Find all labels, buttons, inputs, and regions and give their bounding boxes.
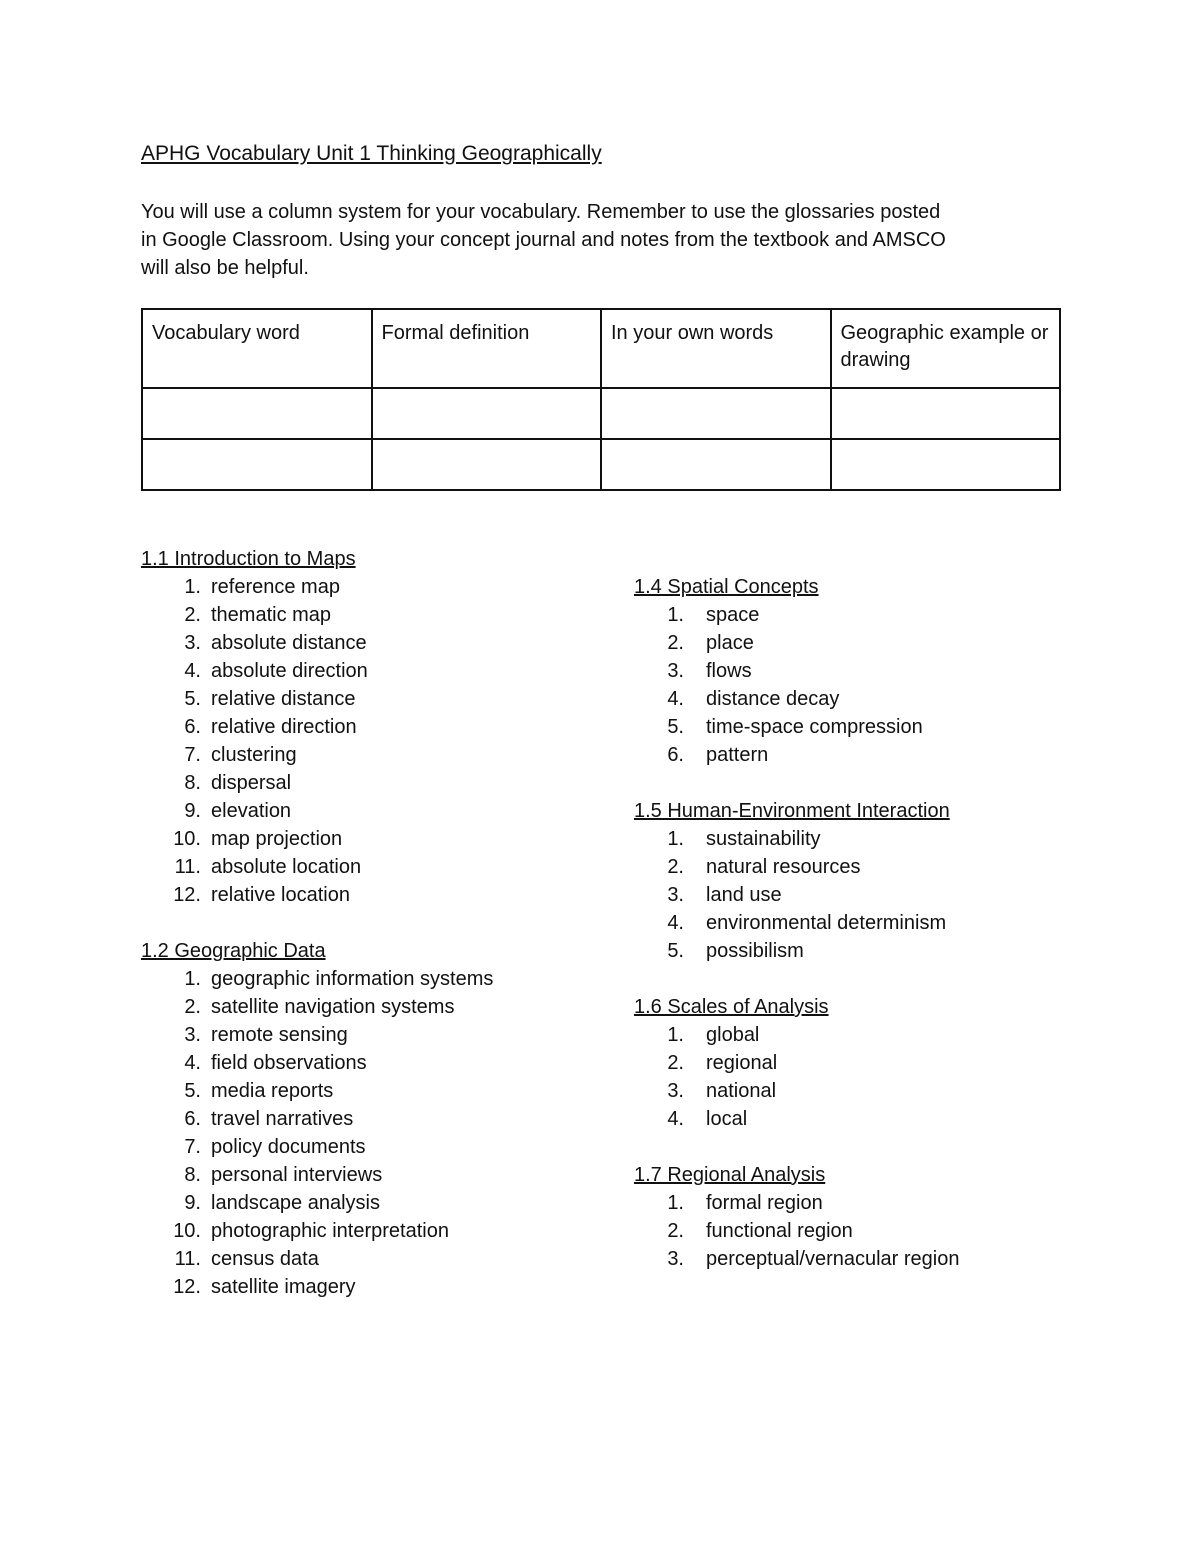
table-cell: [142, 439, 372, 490]
table-cell: [601, 439, 831, 490]
list-number: 5.: [667, 716, 684, 738]
list-number: 11.: [174, 1248, 201, 1270]
list-item: [634, 1021, 1114, 1049]
list-number: 12.: [173, 884, 201, 906]
intro-line: You will use a column system for your vocabulary. Remember to use the glossaries posted: [141, 201, 941, 223]
list-number: 3.: [667, 884, 684, 906]
list-number: 3.: [184, 1024, 201, 1046]
vocab-list: [634, 825, 1114, 965]
table-header-row: [142, 309, 1060, 388]
header-formal-definition: Formal definition: [372, 309, 602, 388]
list-item: [141, 573, 581, 601]
list-item-text: time-space compression: [706, 716, 923, 738]
list-number: 4.: [667, 1108, 684, 1130]
list-item-text: flows: [706, 660, 752, 682]
list-item: [141, 629, 581, 657]
vocab-list: [634, 1021, 1114, 1133]
section-title: 1.4 Spatial Concepts: [634, 576, 819, 598]
list-item-text: global: [706, 1024, 760, 1046]
list-item-text: census data: [211, 1248, 319, 1270]
list-item: [141, 1021, 581, 1049]
list-number: 3.: [667, 1080, 684, 1102]
vocab-section: [634, 797, 1114, 965]
list-number: 7.: [184, 744, 201, 766]
list-item-text: elevation: [211, 800, 292, 822]
list-item-text: travel narratives: [211, 1108, 354, 1130]
list-item-text: regional: [706, 1052, 778, 1074]
list-number: 1.: [667, 1024, 684, 1046]
list-number: 10.: [173, 828, 201, 850]
document-title: APHG Vocabulary Unit 1 Thinking Geographically: [141, 142, 602, 165]
vocab-section: [634, 993, 1114, 1133]
list-number: 9.: [184, 800, 201, 822]
list-item: [634, 741, 1114, 769]
list-item: [141, 1133, 581, 1161]
list-number: 2.: [667, 1220, 684, 1242]
list-number: 2.: [184, 604, 201, 626]
list-number: 3.: [667, 660, 684, 682]
header-geographic-example: Geographic example or drawing: [831, 309, 1061, 388]
section-title: 1.1 Introduction to Maps: [141, 548, 356, 570]
list-item: [634, 1105, 1114, 1133]
list-number: 2.: [667, 856, 684, 878]
list-number: 6.: [184, 716, 201, 738]
list-item: [634, 713, 1114, 741]
list-item: [141, 881, 581, 909]
list-item: [141, 1105, 581, 1133]
list-number: 6.: [667, 744, 684, 766]
list-item: [141, 685, 581, 713]
vocab-list: [141, 573, 581, 909]
list-item-text: national: [706, 1080, 777, 1102]
list-item: [141, 1161, 581, 1189]
intro-line: will also be helpful.: [141, 257, 309, 279]
header-vocabulary-word: Vocabulary word: [142, 309, 372, 388]
list-item: [634, 629, 1114, 657]
list-item-text: dispersal: [211, 772, 292, 794]
list-item-text: absolute location: [211, 856, 362, 878]
list-number: 1.: [667, 1192, 684, 1214]
list-number: 5.: [184, 1080, 201, 1102]
list-item-text: media reports: [211, 1080, 334, 1102]
list-number: 6.: [184, 1108, 201, 1130]
table-cell: [142, 388, 372, 439]
vocab-section: [141, 937, 581, 1301]
list-number: 4.: [667, 688, 684, 710]
list-number: 4.: [667, 912, 684, 934]
list-number: 5.: [667, 940, 684, 962]
list-item: [141, 797, 581, 825]
list-item-text: satellite navigation systems: [211, 996, 455, 1018]
list-number: 9.: [184, 1192, 201, 1214]
list-item: [141, 1049, 581, 1077]
list-number: 8.: [184, 1164, 201, 1186]
list-number: 11.: [174, 856, 201, 878]
list-item: [634, 937, 1114, 965]
list-item: [634, 1245, 1114, 1273]
section-title: 1.6 Scales of Analysis: [634, 996, 829, 1018]
list-number: 1.: [667, 828, 684, 850]
list-item-text: land use: [706, 884, 782, 906]
list-number: 1.: [184, 968, 201, 990]
list-item-text: remote sensing: [211, 1024, 348, 1046]
list-number: 2.: [667, 1052, 684, 1074]
list-item: [141, 1245, 581, 1273]
list-item: [141, 601, 581, 629]
vocab-list: [634, 1189, 1114, 1273]
table-row: [142, 388, 1060, 439]
list-number: 5.: [184, 688, 201, 710]
intro-paragraph: [141, 198, 1071, 282]
list-item-text: absolute distance: [211, 632, 367, 654]
list-number: 3.: [667, 1248, 684, 1270]
list-item-text: space: [706, 604, 760, 626]
table-cell: [831, 439, 1061, 490]
vocab-section: [634, 1161, 1114, 1273]
list-item: [634, 1049, 1114, 1077]
list-item-text: pattern: [706, 744, 769, 766]
left-column: [141, 545, 581, 1329]
list-item-text: relative distance: [211, 688, 356, 710]
list-item-text: functional region: [706, 1220, 853, 1242]
list-item-text: environmental determinism: [706, 912, 947, 934]
list-number: 2.: [184, 996, 201, 1018]
list-item-text: place: [706, 632, 754, 654]
list-item-text: photographic interpretation: [211, 1220, 449, 1242]
section-title: 1.7 Regional Analysis: [634, 1164, 826, 1186]
list-item: [141, 1189, 581, 1217]
list-item: [634, 1077, 1114, 1105]
list-item: [141, 965, 581, 993]
list-item: [141, 741, 581, 769]
list-item: [634, 825, 1114, 853]
list-number: 10.: [173, 1220, 201, 1242]
list-number: 12.: [173, 1276, 201, 1298]
list-item-text: personal interviews: [211, 1164, 383, 1186]
list-item-text: sustainability: [706, 828, 821, 850]
right-column: [634, 573, 1114, 1301]
list-number: 8.: [184, 772, 201, 794]
list-item: [634, 909, 1114, 937]
list-number: 4.: [184, 1052, 201, 1074]
list-item: [141, 853, 581, 881]
vocab-list: [141, 965, 581, 1301]
list-item-text: geographic information systems: [211, 968, 494, 990]
list-item-text: field observations: [211, 1052, 367, 1074]
list-item-text: formal region: [706, 1192, 823, 1214]
list-item-text: perceptual/vernacular region: [706, 1248, 960, 1270]
list-item-text: landscape analysis: [211, 1192, 380, 1214]
list-item-text: relative location: [211, 884, 350, 906]
list-number: 7.: [184, 1136, 201, 1158]
table-cell: [372, 439, 602, 490]
list-item-text: local: [706, 1108, 748, 1130]
vocab-section: [141, 545, 581, 909]
list-item: [141, 713, 581, 741]
list-number: 1.: [667, 604, 684, 626]
table-row: [142, 439, 1060, 490]
table-cell: [601, 388, 831, 439]
list-item: [141, 769, 581, 797]
intro-line: in Google Classroom. Using your concept journal and notes from the textbook and AMSCO: [141, 229, 946, 251]
section-title: 1.5 Human-Environment Interaction: [634, 800, 950, 822]
list-item: [634, 881, 1114, 909]
list-item: [141, 1077, 581, 1105]
list-item: [634, 1189, 1114, 1217]
list-item-text: thematic map: [211, 604, 332, 626]
list-item-text: reference map: [211, 576, 340, 598]
list-item-text: distance decay: [706, 688, 840, 710]
list-item: [141, 657, 581, 685]
list-item: [141, 993, 581, 1021]
list-item-text: satellite imagery: [211, 1276, 356, 1298]
list-number: 4.: [184, 660, 201, 682]
vocabulary-table: [141, 308, 1061, 491]
list-item-text: possibilism: [706, 940, 804, 962]
list-item: [634, 853, 1114, 881]
list-item: [634, 1217, 1114, 1245]
list-item-text: policy documents: [211, 1136, 366, 1158]
list-item-text: relative direction: [211, 716, 357, 738]
list-item: [141, 825, 581, 853]
list-item-text: absolute direction: [211, 660, 368, 682]
table-cell: [831, 388, 1061, 439]
list-number: 3.: [184, 632, 201, 654]
vocab-list: [634, 601, 1114, 769]
list-item: [141, 1273, 581, 1301]
list-number: 2.: [667, 632, 684, 654]
section-title: 1.2 Geographic Data: [141, 940, 326, 962]
header-own-words: In your own words: [601, 309, 831, 388]
list-number: 1.: [184, 576, 201, 598]
list-item: [634, 657, 1114, 685]
list-item: [141, 1217, 581, 1245]
list-item-text: clustering: [211, 744, 297, 766]
table-cell: [372, 388, 602, 439]
list-item: [634, 685, 1114, 713]
list-item: [634, 601, 1114, 629]
list-item-text: natural resources: [706, 856, 861, 878]
list-item-text: map projection: [211, 828, 343, 850]
vocab-section: [634, 573, 1114, 769]
